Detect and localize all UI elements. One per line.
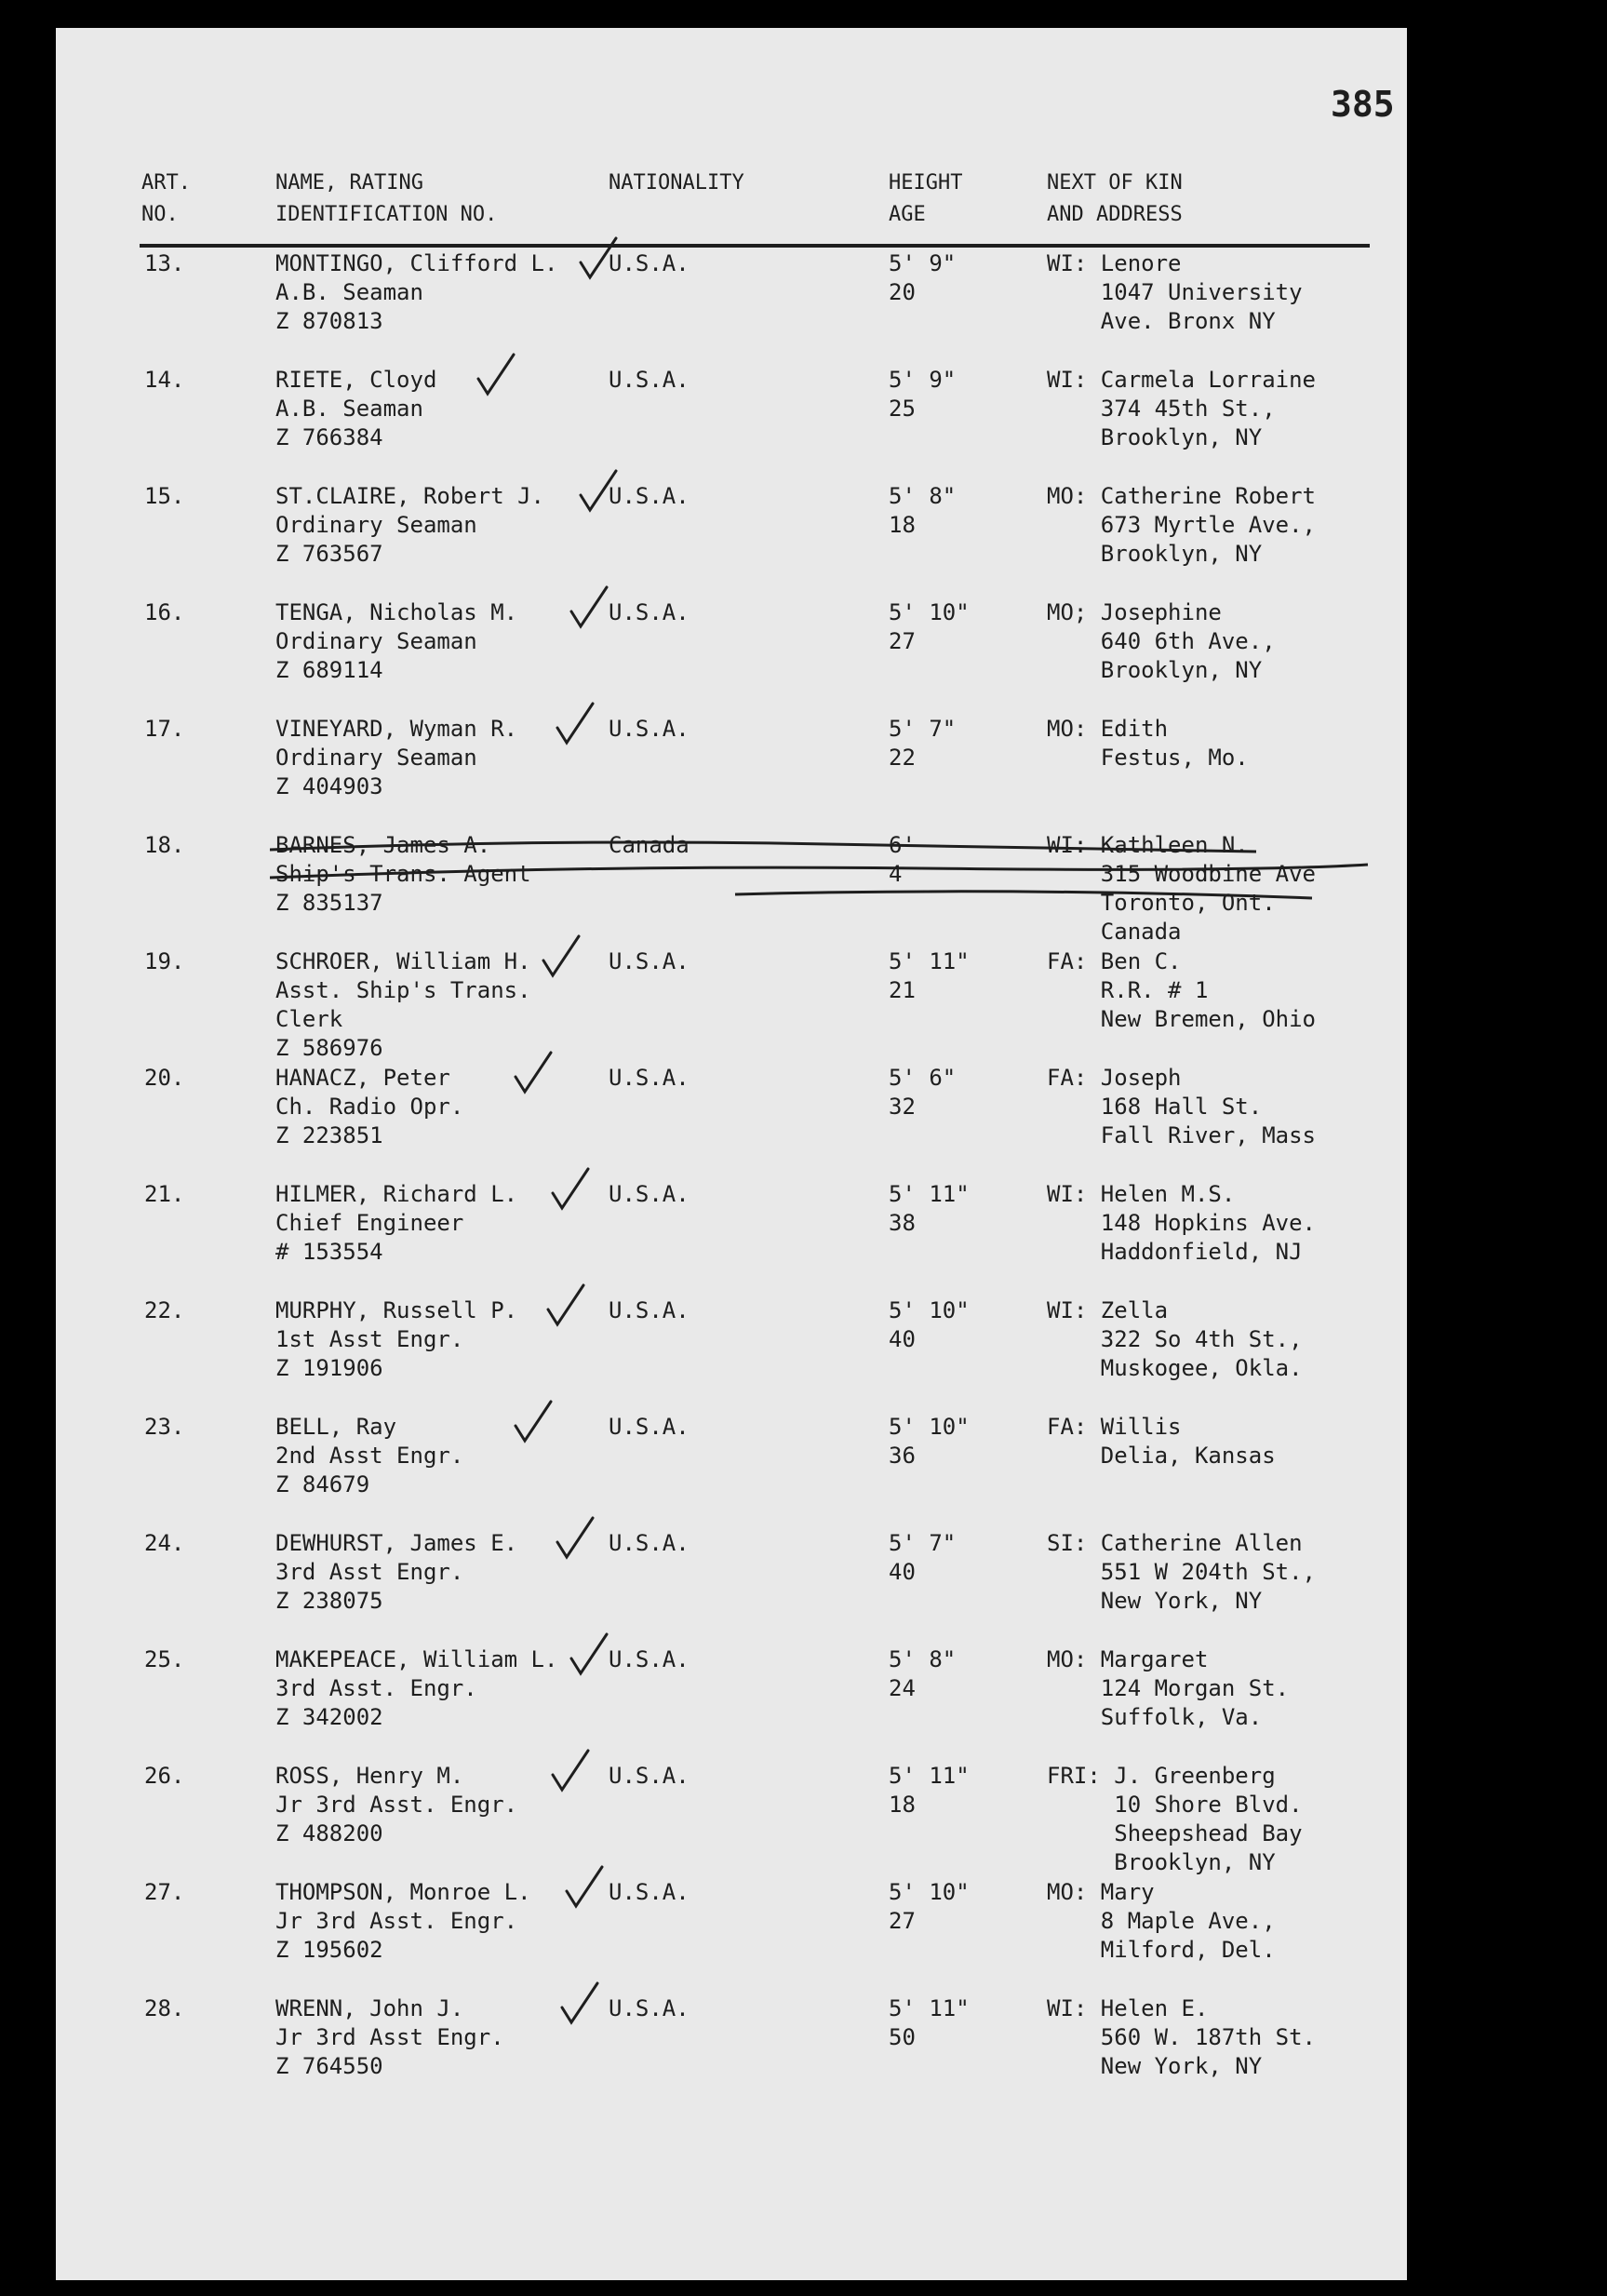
name-rating-id: HILMER, Richard L. Chief Engineer # 153554	[275, 1181, 518, 1265]
name-rating-id: BELL, Ray 2nd Asst Engr. Z 84679	[275, 1414, 464, 1497]
next-of-kin: WI: Helen E. 560 W. 187th St. New York, NY	[1047, 1995, 1316, 2079]
nationality: U.S.A.	[609, 1414, 690, 1440]
crew-row	[56, 947, 1407, 1063]
row-number: 23.	[144, 1414, 185, 1440]
height-age: 5' 7" 22	[889, 716, 957, 771]
row-number: 22.	[144, 1297, 185, 1323]
height-age: 5' 11" 18	[889, 1763, 970, 1818]
name-rating-id: SCHROER, William H. Asst. Ship's Trans. Clerk Z 586976	[275, 948, 531, 1061]
next-of-kin: FA: Joseph 168 Hall St. Fall River, Mass	[1047, 1065, 1316, 1148]
height-age: 5' 10" 36	[889, 1414, 970, 1469]
row-number: 14.	[144, 367, 185, 393]
header-rule	[140, 244, 1370, 248]
next-of-kin: MO; Josephine 640 6th Ave., Brooklyn, NY	[1047, 599, 1276, 683]
next-of-kin: FA: Ben C. R.R. # 1 New Bremen, Ohio	[1047, 948, 1316, 1032]
name-rating-id: ROSS, Henry M. Jr 3rd Asst. Engr. Z 488200	[275, 1763, 518, 1846]
next-of-kin: WI: Carmela Lorraine 374 45th St., Brooklyn, NY	[1047, 367, 1316, 450]
row-number: 13.	[144, 250, 185, 276]
nationality: U.S.A.	[609, 250, 690, 276]
page-number: 385	[1331, 84, 1395, 125]
height-age: 6' 4	[889, 832, 916, 887]
header-name: NAME, RATING IDENTIFICATION NO.	[275, 171, 498, 226]
crew-row	[56, 1064, 1407, 1179]
row-number: 20.	[144, 1065, 185, 1091]
crew-row	[56, 482, 1407, 597]
check-mark-icon	[558, 1980, 601, 2028]
crew-row	[56, 1762, 1407, 1877]
row-number: 24.	[144, 1530, 185, 1556]
nationality: U.S.A.	[609, 1995, 690, 2021]
check-mark-icon	[563, 1863, 606, 1912]
height-age: 5' 6" 32	[889, 1065, 957, 1120]
nationality: U.S.A.	[609, 483, 690, 509]
nationality: U.S.A.	[609, 948, 690, 974]
nationality: U.S.A.	[609, 1065, 690, 1091]
row-number: 27.	[144, 1879, 185, 1905]
height-age: 5' 10" 40	[889, 1297, 970, 1352]
crew-row	[56, 1529, 1407, 1645]
row-number: 17.	[144, 716, 185, 742]
crew-row	[56, 1878, 1407, 1994]
next-of-kin: WI: Lenore 1047 University Ave. Bronx NY	[1047, 250, 1303, 334]
name-rating-id: THOMPSON, Monroe L. Jr 3rd Asst. Engr. Z 195602	[275, 1879, 531, 1963]
crew-row	[56, 1413, 1407, 1528]
check-mark-icon	[540, 933, 583, 981]
name-rating-id: MAKEPEACE, William L. 3rd Asst. Engr. Z 342002	[275, 1646, 558, 1730]
height-age: 5' 10" 27	[889, 599, 970, 654]
strike-through-lines	[270, 831, 1377, 924]
row-number: 21.	[144, 1181, 185, 1207]
header-height-age: HEIGHT AGE	[889, 171, 963, 226]
nationality: U.S.A.	[609, 1530, 690, 1556]
header-next-of-kin: NEXT OF KIN AND ADDRESS	[1047, 171, 1183, 226]
document-page	[56, 28, 1407, 2280]
next-of-kin: WI: Zella 322 So 4th St., Muskogee, Okla.	[1047, 1297, 1303, 1381]
name-rating-id: VINEYARD, Wyman R. Ordinary Seaman Z 404903	[275, 716, 518, 799]
height-age: 5' 8" 18	[889, 483, 957, 538]
crew-row	[56, 831, 1407, 947]
next-of-kin: WI: Kathleen N. 315 Woodbine Ave Toronto, Ont. Canada	[1047, 832, 1316, 945]
next-of-kin: FA: Willis Delia, Kansas	[1047, 1414, 1276, 1469]
header-nationality: NATIONALITY	[609, 171, 744, 195]
height-age: 5' 10" 27	[889, 1879, 970, 1934]
height-age: 5' 11" 38	[889, 1181, 970, 1236]
height-age: 5' 9" 25	[889, 367, 957, 422]
crew-row	[56, 366, 1407, 481]
check-mark-icon	[544, 1282, 587, 1330]
next-of-kin: WI: Helen M.S. 148 Hopkins Ave. Haddonfield, NJ	[1047, 1181, 1316, 1265]
height-age: 5' 9" 20	[889, 250, 957, 305]
row-number: 18.	[144, 832, 185, 858]
check-mark-icon	[577, 235, 620, 283]
next-of-kin: MO: Edith Festus, Mo.	[1047, 716, 1249, 771]
check-mark-icon	[549, 1165, 592, 1214]
nationality: U.S.A.	[609, 1646, 690, 1672]
nationality: Canada	[609, 832, 690, 858]
nationality: U.S.A.	[609, 599, 690, 625]
height-age: 5' 7" 40	[889, 1530, 957, 1585]
name-rating-id: ST.CLAIRE, Robert J. Ordinary Seaman Z 763567	[275, 483, 544, 567]
next-of-kin: MO: Margaret 124 Morgan St. Suffolk, Va.	[1047, 1646, 1290, 1730]
nationality: U.S.A.	[609, 1181, 690, 1207]
row-number: 26.	[144, 1763, 185, 1789]
check-mark-icon	[554, 1514, 596, 1563]
height-age: 5' 11" 50	[889, 1995, 970, 2050]
next-of-kin: SI: Catherine Allen 551 W 204th St., New York, NY	[1047, 1530, 1316, 1614]
check-mark-icon	[549, 1747, 592, 1795]
header-no: ART. NO.	[141, 171, 191, 226]
height-age: 5' 8" 24	[889, 1646, 957, 1701]
check-mark-icon	[568, 1631, 610, 1679]
row-number: 28.	[144, 1995, 185, 2021]
name-rating-id: MURPHY, Russell P. 1st Asst Engr. Z 191906	[275, 1297, 518, 1381]
crew-row	[56, 1296, 1407, 1412]
row-number: 15.	[144, 483, 185, 509]
crew-row	[56, 1180, 1407, 1296]
crew-row	[56, 1645, 1407, 1761]
crew-row	[56, 249, 1407, 365]
row-number: 19.	[144, 948, 185, 974]
nationality: U.S.A.	[609, 1763, 690, 1789]
name-rating-id: DEWHURST, James E. 3rd Asst Engr. Z 238075	[275, 1530, 518, 1614]
next-of-kin: MO: Catherine Robert 673 Myrtle Ave., Brooklyn, NY	[1047, 483, 1316, 567]
check-mark-icon	[512, 1398, 555, 1446]
next-of-kin: FRI: J. Greenberg 10 Shore Blvd. Sheepshead Bay Brooklyn, NY	[1047, 1763, 1303, 1875]
name-rating-id: MONTINGO, Clifford L. A.B. Seaman Z 870813	[275, 250, 558, 334]
crew-row	[56, 598, 1407, 714]
check-mark-icon	[577, 467, 620, 516]
check-mark-icon	[568, 584, 610, 632]
nationality: U.S.A.	[609, 1879, 690, 1905]
crew-row	[56, 1994, 1407, 2110]
nationality: U.S.A.	[609, 367, 690, 393]
name-rating-id: BARNES, James A. Ship's Trans. Agent Z 835137	[275, 832, 531, 916]
check-mark-icon	[475, 351, 517, 399]
check-mark-icon	[554, 700, 596, 748]
next-of-kin: MO: Mary 8 Maple Ave., Milford, Del.	[1047, 1879, 1276, 1963]
crew-row	[56, 715, 1407, 830]
height-age: 5' 11" 21	[889, 948, 970, 1003]
nationality: U.S.A.	[609, 716, 690, 742]
nationality: U.S.A.	[609, 1297, 690, 1323]
name-rating-id: WRENN, John J. Jr 3rd Asst Engr. Z 764550	[275, 1995, 504, 2079]
name-rating-id: RIETE, Cloyd A.B. Seaman Z 766384	[275, 367, 437, 450]
check-mark-icon	[512, 1049, 555, 1097]
name-rating-id: TENGA, Nicholas M. Ordinary Seaman Z 689114	[275, 599, 518, 683]
row-number: 25.	[144, 1646, 185, 1672]
row-number: 16.	[144, 599, 185, 625]
name-rating-id: HANACZ, Peter Ch. Radio Opr. Z 223851	[275, 1065, 464, 1148]
